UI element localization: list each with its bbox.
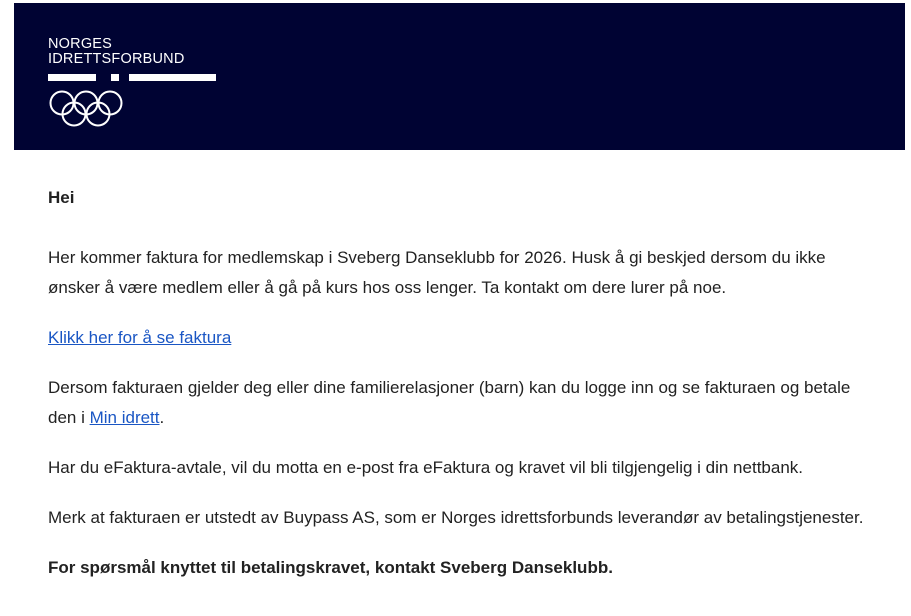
invoice-link-paragraph	[48, 323, 868, 353]
invoice-link[interactable]: Klikk her for å se faktura	[48, 328, 232, 347]
family-text: Dersom fakturaen gjelder deg eller dine familierelasjoner (barn) kan du logge inn og se fakturaen og betale den i	[48, 378, 851, 427]
logo-line-norges: NORGES	[48, 36, 113, 52]
contact-paragraph: For spørsmål knyttet til betalingskravet, kontakt Sveberg Danseklubb.	[48, 558, 613, 577]
logo-flag-bars	[48, 74, 216, 82]
email-body	[48, 183, 868, 603]
greeting: Hei	[48, 188, 75, 207]
family-text-end: .	[159, 408, 165, 427]
email-header-banner	[14, 3, 905, 150]
efaktura-paragraph: Har du eFaktura-avtale, vil du motta en e-post fra eFaktura og kravet vil bli tilgjengelig i din nettbank.	[48, 458, 803, 477]
logo-bar-left	[48, 74, 96, 81]
norges-idrettsforbund-logo	[48, 37, 228, 132]
family-paragraph	[48, 373, 868, 433]
intro-paragraph: Her kommer faktura for medlemskap i Sveberg Danseklubb for 2026. Husk å gi beskjed dersom du ikke ønsker å være medlem eller å gå på kurs hos oss lenger. Ta kontakt om dere lurer på noe.	[48, 248, 826, 297]
logo-bar-middle	[111, 74, 119, 81]
olympic-rings-icon	[48, 89, 128, 129]
logo-line-idrettsforbund: IDRETTSFORBUND	[48, 51, 185, 67]
min-idrett-link[interactable]: Min idrett	[89, 408, 160, 427]
logo-bar-right	[129, 74, 216, 81]
buypass-paragraph: Merk at fakturaen er utstedt av Buypass AS, som er Norges idrettsforbunds leverandør av betalingstjenester.	[48, 508, 864, 527]
